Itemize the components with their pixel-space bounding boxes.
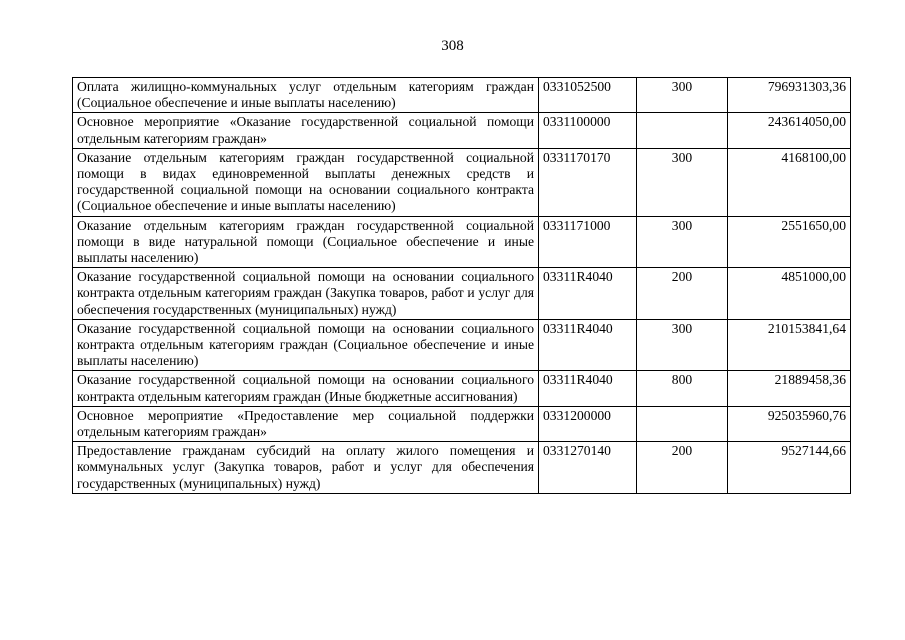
table-row xyxy=(73,78,851,113)
row-description: Предоставление гражданам субсидий на оплату жилого помещения и коммунальных услуг (Закупка товаров, работ и услуг для обеспечения государственных (муниципальных) нужд) xyxy=(73,442,539,494)
row-code: 03311R4040 xyxy=(539,268,637,320)
row-code: 03311R4040 xyxy=(539,371,637,406)
row-expense-type xyxy=(637,406,728,441)
row-code: 0331052500 xyxy=(539,78,637,113)
row-code: 0331100000 xyxy=(539,113,637,148)
row-expense-type: 200 xyxy=(637,268,728,320)
row-expense-type: 300 xyxy=(637,148,728,216)
row-description: Оказание государственной социальной помощи на основании социального контракта отдельным категориям граждан (Закупка товаров, работ и услуг для обеспечения государственных (муниципальных) нужд) xyxy=(73,268,539,320)
row-description: Оплата жилищно-коммунальных услуг отдельным категориям граждан (Социальное обеспечение и иные выплаты населению) xyxy=(73,78,539,113)
row-description: Основное мероприятие «Предоставление мер социальной поддержки отдельным категориям граждан» xyxy=(73,406,539,441)
row-amount: 9527144,66 xyxy=(728,442,851,494)
row-expense-type: 200 xyxy=(637,442,728,494)
row-amount: 796931303,36 xyxy=(728,78,851,113)
row-expense-type xyxy=(637,113,728,148)
page-number: 308 xyxy=(441,38,464,54)
row-description: Оказание отдельным категориям граждан государственной социальной помощи в виде натуральной помощи (Социальное обеспечение и иные выплаты населению) xyxy=(73,216,539,268)
table-row xyxy=(73,442,851,494)
row-amount: 925035960,76 xyxy=(728,406,851,441)
row-description: Оказание отдельным категориям граждан государственной социальной помощи в видах единовременной выплаты денежных средств и государственной социальной помощи на основании социального контракта (Социальное обеспечение и иные выплаты населению) xyxy=(73,148,539,216)
row-expense-type: 800 xyxy=(637,371,728,406)
row-amount: 2551650,00 xyxy=(728,216,851,268)
row-description: Основное мероприятие «Оказание государственной социальной помощи отдельным категориям граждан» xyxy=(73,113,539,148)
row-amount: 243614050,00 xyxy=(728,113,851,148)
row-description: Оказание государственной социальной помощи на основании социального контракта отдельным категориям граждан (Иные бюджетные ассигнования) xyxy=(73,371,539,406)
table-row xyxy=(73,319,851,371)
table-row xyxy=(73,406,851,441)
row-amount: 4168100,00 xyxy=(728,148,851,216)
row-amount: 4851000,00 xyxy=(728,268,851,320)
table-row xyxy=(73,113,851,148)
row-code: 0331200000 xyxy=(539,406,637,441)
table-row xyxy=(73,148,851,216)
row-expense-type: 300 xyxy=(637,216,728,268)
row-code: 0331270140 xyxy=(539,442,637,494)
row-expense-type: 300 xyxy=(637,78,728,113)
row-amount: 210153841,64 xyxy=(728,319,851,371)
row-code: 0331170170 xyxy=(539,148,637,216)
table-row xyxy=(73,268,851,320)
row-expense-type: 300 xyxy=(637,319,728,371)
table-row xyxy=(73,371,851,406)
row-code: 03311R4040 xyxy=(539,319,637,371)
row-amount: 21889458,36 xyxy=(728,371,851,406)
budget-table xyxy=(72,77,851,494)
table-row xyxy=(73,216,851,268)
row-code: 0331171000 xyxy=(539,216,637,268)
row-description: Оказание государственной социальной помощи на основании социального контракта отдельным категориям граждан (Социальное обеспечение и иные выплаты населению) xyxy=(73,319,539,371)
